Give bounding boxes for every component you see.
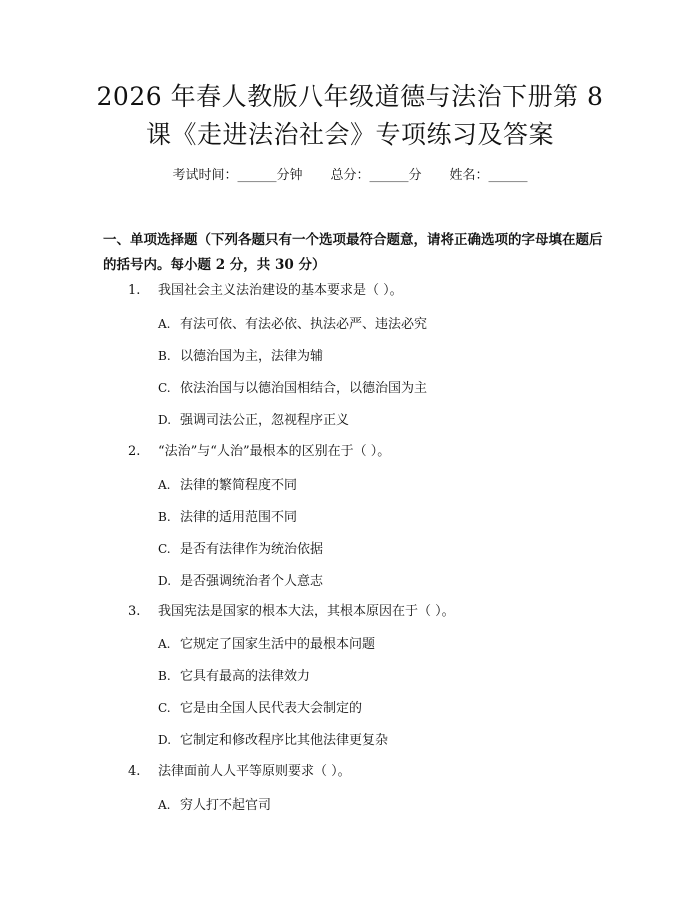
option-letter: B. [158,349,171,363]
option-text: 穷人打不起官司 [180,798,272,813]
option-text: 以德治国为主，法律为辅 [180,349,324,364]
option-letter: B. [158,510,171,524]
question-2-option-c [158,539,323,560]
exam-time: 考试时间：______分钟 [172,168,303,183]
question-2 [128,442,390,462]
question-1-option-a [158,314,427,335]
question-3-option-b [158,666,310,687]
option-letter: A. [158,317,171,331]
option-letter: B. [158,669,171,683]
option-text: 它规定了国家生活中的最根本问题 [180,637,376,652]
option-letter: A. [158,637,171,651]
question-text: “法治”与“人治”最根本的区别在于（ ）。 [158,444,391,459]
question-3-option-d [158,730,388,751]
question-1 [128,281,403,301]
option-text: 依法治国与以德治国相结合，以德治国为主 [180,381,428,396]
option-letter: C. [158,701,171,715]
question-2-option-d [158,571,323,592]
exam-score: 总分：______分 [330,168,422,183]
option-text: 强调司法公正，忽视程序正义 [180,413,350,428]
question-3-option-a [158,634,375,655]
question-3-option-c [158,698,362,719]
title-line-1: 2026 年春人教版八年级道德与法治下册第 8 [96,82,604,111]
section-heading: 一、单项选择题（下列各题只有一个选项最符合题意，请将正确选项的字母填在题后的括号内。每小题 2 分，共 30 分） [103,232,603,273]
question-2-option-b [158,507,297,528]
exam-info [0,166,700,186]
question-4 [128,762,351,782]
question-number: 2. [128,444,141,459]
option-letter: D. [158,733,172,747]
option-text: 有法可依、有法必依、执法必严、违法必究 [180,317,428,332]
option-text: 它是由全国人民代表大会制定的 [180,701,363,716]
question-text: 我国社会主义法治建设的基本要求是（ ）。 [158,283,403,298]
option-text: 法律的繁简程度不同 [180,478,298,493]
option-text: 法律的适用范围不同 [180,510,298,525]
question-text: 我国宪法是国家的根本大法，其根本原因在于（ ）。 [158,604,455,619]
option-letter: C. [158,542,171,556]
question-number: 1. [128,283,141,298]
question-4-option-a [158,795,271,816]
title-line-2: 课《走进法治社会》专项练习及答案 [145,120,554,149]
question-1-option-b [158,346,323,367]
option-letter: D. [158,574,172,588]
question-2-option-a [158,475,297,496]
question-1-option-d [158,410,349,431]
question-number: 4. [128,764,141,779]
option-text: 是否强调统治者个人意志 [180,574,324,589]
option-letter: C. [158,381,171,395]
exam-name: 姓名：______ [449,168,528,183]
document-title [60,78,640,154]
option-text: 它具有最高的法律效力 [180,669,311,684]
option-text: 它制定和修改程序比其他法律更复杂 [180,733,389,748]
option-text: 是否有法律作为统治依据 [180,542,324,557]
option-letter: D. [158,413,172,427]
question-1-option-c [158,378,427,399]
question-number: 3. [128,604,141,619]
option-letter: A. [158,478,171,492]
option-letter: A. [158,798,171,812]
question-3 [128,602,455,622]
question-text: 法律面前人人平等原则要求（ ）。 [158,764,351,779]
